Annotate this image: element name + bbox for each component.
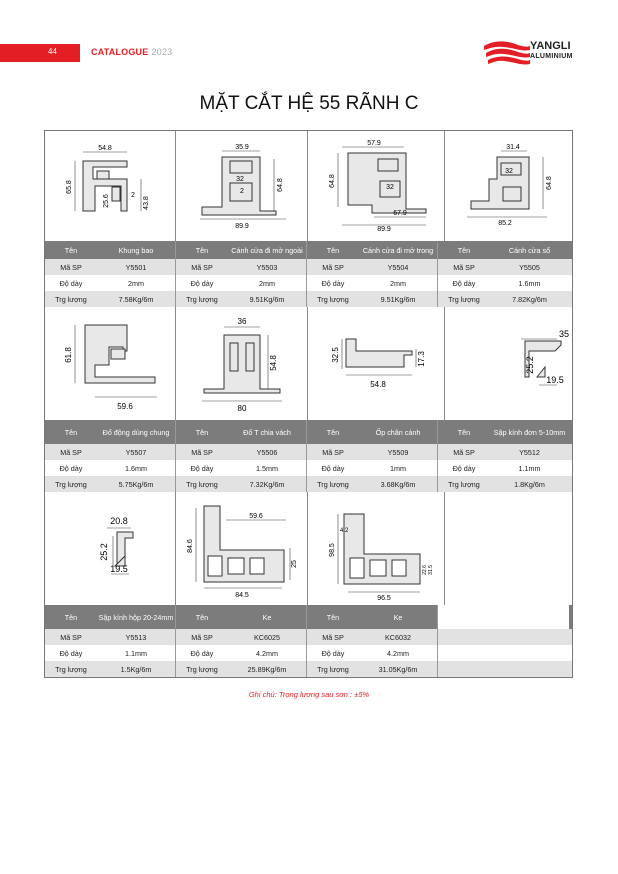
profile-drawing-y5503: [176, 131, 308, 241]
catalogue-year: 2023: [151, 47, 173, 57]
cell-value: [490, 645, 569, 661]
weight-note: Ghi chú: Trọng lượng sau sơn : ±5%: [248, 690, 370, 699]
dimension-label: 64.8: [329, 174, 336, 188]
cell-value: 25.89Kg/6m: [228, 661, 307, 677]
dimension-label: 32: [236, 176, 244, 183]
row-label: [438, 645, 490, 661]
cell-value: 31.05Kg/6m: [359, 661, 438, 677]
dimension-label: 59.6: [117, 402, 133, 411]
cell-value: Y5509: [359, 444, 438, 460]
dimension-label: 98.5: [329, 543, 336, 557]
cell-value: 4.2mm: [359, 645, 438, 661]
row-label: Mã SP: [322, 262, 344, 272]
row-label: Tên: [326, 245, 340, 255]
row-label: Trg lượng: [55, 479, 87, 489]
dimension-label: 35.9: [235, 144, 249, 151]
dimension-label: 19.5: [110, 564, 128, 574]
cell-value: Y5501: [97, 259, 176, 275]
image-row: [45, 492, 572, 606]
dimension-label: 57.9: [367, 140, 381, 147]
row-label: Tên: [195, 245, 209, 255]
cell-value: 4.2mm: [228, 645, 307, 661]
cell-value: 1.6mm: [518, 278, 541, 288]
dimension-label: 67.9: [393, 210, 407, 217]
row-label: Mã SP: [322, 447, 344, 457]
dimension-label: 84.5: [235, 592, 249, 599]
cell-value: Cánh cửa đi mở trong: [359, 241, 438, 259]
profile-drawing-y5504: [308, 131, 445, 241]
row-label: Mã SP: [453, 447, 475, 457]
dimension-label: 20.8: [110, 516, 128, 526]
cell-value: 2mm: [97, 275, 176, 291]
cell-value: Đố T chia vách: [228, 420, 307, 444]
row-label: Trg lượng: [186, 294, 218, 304]
dimension-label: 54.8: [269, 355, 278, 371]
cell-value: 9.51Kg/6m: [359, 291, 438, 307]
row-label: Tên: [64, 427, 78, 437]
row-label: Độ dày: [321, 463, 345, 473]
dimension-label: 31.5: [428, 565, 434, 575]
dimension-label: 59.6: [249, 513, 263, 520]
row-code: [45, 444, 572, 460]
profile-drawing-y5501: [45, 131, 176, 241]
profile-drawing-y5513: [45, 492, 176, 605]
cell-value: 2mm: [359, 275, 438, 291]
dimension-label: 89.9: [377, 226, 391, 233]
row-label: Tên: [457, 427, 471, 437]
brand-name: YANGLI: [530, 40, 571, 52]
dimension-label: 32.5: [331, 347, 340, 363]
row-label: Độ dày: [190, 278, 214, 288]
row-label: Độ dày: [59, 278, 83, 288]
cell-value: [490, 605, 569, 629]
row-label: Độ dày: [59, 463, 83, 473]
dimension-label: 36: [237, 317, 247, 326]
cell-value: KC6025: [228, 629, 307, 645]
cell-value: 1.1mm: [97, 645, 176, 661]
row-label: Trg lượng: [186, 664, 218, 674]
row-label: Trg lượng: [317, 479, 349, 489]
row-label: Trg lượng: [317, 294, 349, 304]
row-label: Mã SP: [60, 262, 82, 272]
row-label: Tên: [457, 245, 471, 255]
dimension-label: 25.2: [525, 356, 535, 374]
page-number: 44: [48, 47, 57, 56]
cell-value: Y5505: [519, 262, 540, 272]
image-row: [45, 307, 572, 421]
cell-value: Cánh cửa sổ: [508, 245, 551, 255]
dimension-label: 19.5: [546, 375, 564, 385]
dimension-label: 96.5: [377, 595, 391, 602]
dimension-label: 2: [240, 188, 244, 195]
dim-side: 43.8: [143, 196, 150, 210]
dimension-label: 22.6: [422, 565, 428, 575]
dim-inner: 25.6: [103, 194, 110, 208]
row-label: Mã SP: [191, 262, 213, 272]
row-label: Tên: [64, 612, 78, 622]
dimension-label: 32: [386, 184, 394, 191]
cell-value: 1.5Kg/6m: [97, 661, 176, 677]
row-label: [438, 629, 490, 645]
row-label: [438, 661, 490, 677]
cell-value: Cánh cửa đi mở ngoài: [228, 241, 307, 259]
row-name: [45, 420, 572, 444]
row-label: Độ dày: [190, 463, 214, 473]
cell-value: 5.75Kg/6m: [97, 476, 176, 492]
profile-drawing-y5512: [445, 307, 572, 420]
image-row: [45, 131, 572, 242]
profile-drawing-empty: [445, 492, 572, 605]
row-label: Tên: [326, 612, 340, 622]
dimension-label: 35: [558, 329, 570, 339]
row-label: Độ dày: [321, 648, 345, 658]
row-label: [438, 605, 490, 629]
dimension-label: 89.9: [235, 223, 249, 230]
row-label: Trg lượng: [55, 664, 87, 674]
row-code: [45, 259, 572, 275]
dim-height: 65.8: [66, 180, 73, 194]
row-label: Trg lượng: [55, 294, 87, 304]
row-label: Tên: [326, 427, 340, 437]
cell-value: 3.68Kg/6m: [359, 476, 438, 492]
cell-value: [490, 661, 569, 677]
cell-value: 1.5mm: [228, 460, 307, 476]
row-thickness: [45, 645, 572, 661]
cell-value: 1.1mm: [518, 463, 541, 473]
row-label: Tên: [195, 427, 209, 437]
row-label: Mã SP: [60, 447, 82, 457]
cell-value: Y5513: [97, 629, 176, 645]
cell-value: Y5507: [97, 444, 176, 460]
cell-value: Khung bao: [97, 241, 176, 259]
row-label: Mã SP: [191, 632, 213, 642]
profile-block-2: [45, 307, 572, 492]
dimension-label: 32: [505, 168, 513, 175]
dimension-label: 31.4: [506, 144, 520, 151]
profile-drawing-y5506: [176, 307, 308, 420]
profile-drawing-kc6025: [176, 492, 308, 605]
row-label: Trg lượng: [448, 479, 480, 489]
cell-value: 7.82Kg/6m: [512, 294, 547, 304]
profile-block-1: [45, 131, 572, 307]
row-label: Độ dày: [452, 278, 476, 288]
dimension-label: 61.8: [64, 347, 73, 363]
profile-block-3: [45, 492, 572, 677]
row-label: Độ dày: [59, 648, 83, 658]
row-label: Mã SP: [191, 447, 213, 457]
row-label: Mã SP: [322, 632, 344, 642]
dimension-label: 80: [237, 404, 247, 413]
dim-width: 54.8: [98, 145, 112, 152]
cell-value: Y5506: [228, 444, 307, 460]
profile-drawing-y5505: [445, 131, 572, 241]
row-label: Trg lượng: [317, 664, 349, 674]
cell-value: Y5504: [359, 259, 438, 275]
brand-sub: ALUMINIUM: [530, 53, 573, 60]
catalogue-label: CATALOGUE 2023: [91, 47, 173, 57]
dimension-label: 25.2: [99, 543, 109, 561]
dimension-label: 85.2: [498, 220, 512, 227]
row-name: [45, 241, 572, 259]
dimension-label: 54.8: [370, 380, 386, 389]
dim-thickness: 2: [131, 192, 135, 199]
row-thickness: [45, 460, 572, 476]
cell-value: Ốp chân cánh: [359, 420, 438, 444]
page-title: MẶT CẮT HỆ 55 RÃNH C: [199, 93, 419, 114]
row-name: [45, 605, 572, 629]
profile-drawing-y5507: [45, 307, 176, 420]
cell-value: KC6032: [359, 629, 438, 645]
cell-value: 1mm: [359, 460, 438, 476]
row-label: Độ dày: [190, 648, 214, 658]
profile-drawing-y5509: [308, 307, 445, 420]
row-weight: [45, 476, 572, 492]
cell-value: Sập kính hộp 20-24mm: [97, 605, 176, 629]
row-label: Tên: [195, 612, 209, 622]
cell-value: [490, 629, 569, 645]
cell-value: 1.8Kg/6m: [514, 479, 545, 489]
row-code: [45, 629, 572, 645]
cell-value: Ke: [228, 605, 307, 629]
dimension-label: 84.6: [187, 539, 194, 553]
profile-table: [44, 130, 573, 678]
row-label: Tên: [64, 245, 78, 255]
dimension-label: 17.3: [417, 351, 426, 367]
cell-value: Sập kính đơn 5-10mm: [493, 427, 566, 437]
row-weight: [45, 661, 572, 677]
cell-value: Ke: [359, 605, 438, 629]
dimension-label: 4.2: [340, 528, 349, 534]
cell-value: 7.32Kg/6m: [228, 476, 307, 492]
cell-value: 9.51Kg/6m: [228, 291, 307, 307]
page-tab: [0, 44, 80, 62]
cell-value: 1.6mm: [97, 460, 176, 476]
dimension-label: 64.8: [546, 176, 553, 190]
row-label: Trg lượng: [186, 479, 218, 489]
row-label: Mã SP: [453, 262, 475, 272]
row-label: Độ dày: [321, 278, 345, 288]
cell-value: 2mm: [228, 275, 307, 291]
dimension-label: 64.8: [277, 178, 284, 192]
row-label: Trg lượng: [448, 294, 480, 304]
row-weight: [45, 291, 572, 307]
row-thickness: [45, 275, 572, 291]
cell-value: Y5503: [228, 259, 307, 275]
dimension-label: 25: [291, 560, 298, 568]
row-label: Độ dày: [452, 463, 476, 473]
row-label: Mã SP: [60, 632, 82, 642]
cell-value: Y5512: [519, 447, 540, 457]
profile-drawing-kc6032: [308, 492, 445, 605]
cell-value: 7.58Kg/6m: [97, 291, 176, 307]
cell-value: Đố động dùng chung: [97, 420, 176, 444]
